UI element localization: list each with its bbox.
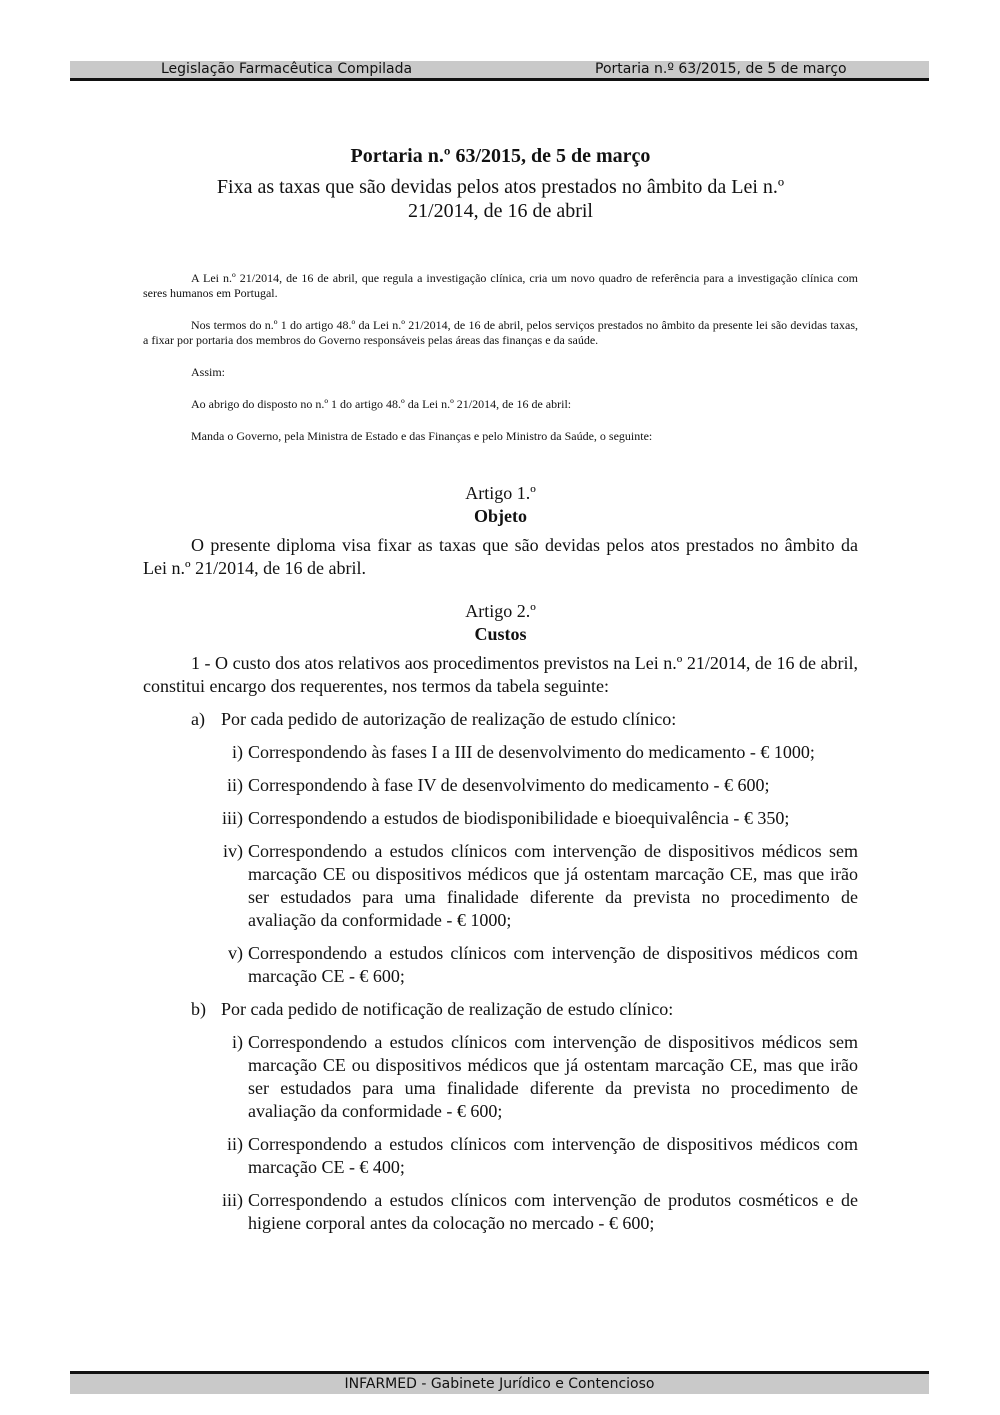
preamble-paragraph: Ao abrigo do disposto no n.º 1 do artigo 48.º da Lei n.º 21/2014, de 16 de abril: bbox=[191, 397, 572, 411]
sub-item bbox=[203, 1189, 858, 1235]
list-item-a bbox=[191, 708, 858, 731]
preamble-paragraph: Assim: bbox=[191, 365, 226, 379]
sub-item-text: Correspondendo a estudos clínicos com intervenção de produtos cosméticos e de higiene corporal antes da colocação no mercado - € 600; bbox=[248, 1190, 858, 1233]
list-item-text: Por cada pedido de autorização de realização de estudo clínico: bbox=[221, 709, 677, 729]
sub-item bbox=[203, 774, 858, 797]
sub-item-marker: v) bbox=[228, 943, 243, 963]
sub-item bbox=[203, 807, 858, 830]
article-number: Artigo 2.º bbox=[465, 601, 536, 621]
list-item-text: Por cada pedido de notificação de realização de estudo clínico: bbox=[221, 999, 674, 1019]
document-title: Portaria n.º 63/2015, de 5 de março bbox=[350, 145, 651, 167]
sub-item-text: Correspondendo às fases I a III de desenvolvimento do medicamento - € 1000; bbox=[248, 742, 815, 762]
document-subtitle-line-1: Fixa as taxas que são devidas pelos atos prestados no âmbito da Lei n.º bbox=[216, 176, 785, 198]
sub-item-text: Correspondendo à fase IV de desenvolvimento do medicamento - € 600; bbox=[248, 775, 770, 795]
preamble-paragraph: Nos termos do n.º 1 do artigo 48.º da Lei n.º 21/2014, de 16 de abril, pelos serviços prestados no âmbito da presente lei são devidas taxas, a fixar por portaria dos membros do Governo responsáveis pelas áreas das finanças e da saúde. bbox=[143, 318, 858, 347]
sub-item-text: Correspondendo a estudos de biodisponibilidade e bioequivalência - € 350; bbox=[248, 808, 790, 828]
sub-item-marker: ii) bbox=[227, 1134, 243, 1154]
preamble-paragraph: Manda o Governo, pela Ministra de Estado e das Finanças e pelo Ministro da Saúde, o seguinte: bbox=[191, 429, 653, 443]
article-2 bbox=[143, 600, 858, 1235]
header-publication-title: Legislação Farmacêutica Compilada bbox=[161, 61, 413, 77]
article-number: Artigo 1.º bbox=[465, 483, 536, 503]
sub-item bbox=[203, 840, 858, 932]
header-document-reference: Portaria n.º 63/2015, de 5 de março bbox=[595, 61, 847, 77]
article-heading: Custos bbox=[474, 624, 527, 644]
document-subtitle-line-2: 21/2014, de 16 de abril bbox=[408, 200, 593, 222]
document-subtitle bbox=[143, 175, 858, 223]
sub-item bbox=[203, 942, 858, 988]
sub-item-text: Correspondendo a estudos clínicos com intervenção de dispositivos médicos com marcação CE - € 400; bbox=[248, 1134, 858, 1177]
sub-item-text: Correspondendo a estudos clínicos com intervenção de dispositivos médicos com marcação CE - € 600; bbox=[248, 943, 858, 986]
sub-item bbox=[203, 1031, 858, 1123]
sub-item-marker: iii) bbox=[222, 808, 243, 828]
page-footer bbox=[70, 1371, 929, 1394]
page-header bbox=[70, 61, 929, 81]
sub-item-text: Correspondendo a estudos clínicos com intervenção de dispositivos médicos sem marcação CE ou dispositivos médicos que já ostentam marcação CE, mas que irão ser estudados para uma finalidade diferente da prevista no procedimento de avaliação da conformidade - € 1000; bbox=[248, 841, 858, 930]
sub-item-marker: i) bbox=[232, 742, 243, 762]
article-paragraph: O presente diploma visa fixar as taxas que são devidas pelos atos prestados no âmbito da Lei n.º 21/2014, de 16 de abril. bbox=[143, 535, 858, 578]
preamble bbox=[143, 271, 858, 444]
sub-item-marker: iii) bbox=[222, 1190, 243, 1210]
document-body bbox=[143, 143, 858, 1235]
article-paragraph: 1 - O custo dos atos relativos aos procedimentos previstos na Lei n.º 21/2014, de 16 de abril, constitui encargo dos requerentes, nos termos da tabela seguinte: bbox=[143, 653, 858, 696]
sub-item-marker: iv) bbox=[223, 841, 243, 861]
preamble-paragraph: A Lei n.º 21/2014, de 16 de abril, que regula a investigação clínica, cria um novo quadro de referência para a investigação clínica com seres humanos em Portugal. bbox=[143, 271, 858, 300]
footer-text: INFARMED - Gabinete Jurídico e Contencioso bbox=[344, 1376, 655, 1392]
sub-item bbox=[203, 1133, 858, 1179]
article-heading: Objeto bbox=[474, 506, 527, 526]
sub-item-marker: i) bbox=[232, 1032, 243, 1052]
list-item-b bbox=[191, 998, 858, 1021]
article-1 bbox=[143, 482, 858, 580]
list-marker: a) bbox=[191, 709, 205, 729]
list-marker: b) bbox=[191, 999, 206, 1019]
sub-item-marker: ii) bbox=[227, 775, 243, 795]
sub-item bbox=[203, 741, 858, 764]
sub-item-text: Correspondendo a estudos clínicos com intervenção de dispositivos médicos sem marcação CE ou dispositivos médicos que já ostentam marcação CE, mas que irão ser estudados para uma finalidade diferente da prevista no procedimento de avaliação da conformidade - € 600; bbox=[248, 1032, 858, 1121]
